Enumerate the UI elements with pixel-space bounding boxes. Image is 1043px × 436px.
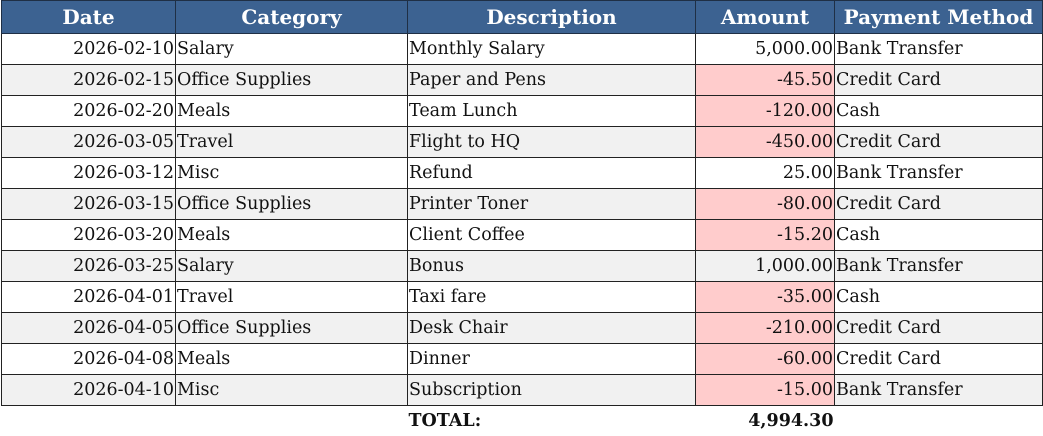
cell-category[interactable]: Meals: [176, 220, 408, 251]
cell-date[interactable]: 2026-04-08: [2, 344, 176, 375]
cell-payment-method[interactable]: Credit Card: [835, 313, 1043, 344]
cell-date[interactable]: 2026-04-05: [2, 313, 176, 344]
cell-category[interactable]: Office Supplies: [176, 65, 408, 96]
cell-date[interactable]: 2026-03-05: [2, 127, 176, 158]
cell-date[interactable]: 2026-02-20: [2, 96, 176, 127]
cell-date[interactable]: 2026-03-20: [2, 220, 176, 251]
table-row: [2, 127, 1043, 158]
cell-description[interactable]: Paper and Pens: [408, 65, 696, 96]
cell-description[interactable]: Dinner: [408, 344, 696, 375]
table-row: [2, 251, 1043, 282]
cell-amount[interactable]: -60.00: [696, 344, 835, 375]
cell-description[interactable]: Team Lunch: [408, 96, 696, 127]
cell-date[interactable]: 2026-02-15: [2, 65, 176, 96]
total-spacer: [2, 406, 176, 436]
cell-amount[interactable]: 5,000.00: [696, 34, 835, 65]
cell-payment-method[interactable]: Cash: [835, 220, 1043, 251]
cell-date[interactable]: 2026-03-12: [2, 158, 176, 189]
total-row: [2, 406, 1043, 436]
table-row: [2, 34, 1043, 65]
cell-category[interactable]: Salary: [176, 251, 408, 282]
header-row: [2, 1, 1043, 34]
cell-description[interactable]: Client Coffee: [408, 220, 696, 251]
cell-category[interactable]: Meals: [176, 344, 408, 375]
cell-payment-method[interactable]: Credit Card: [835, 189, 1043, 220]
cell-description[interactable]: Desk Chair: [408, 313, 696, 344]
cell-description[interactable]: Bonus: [408, 251, 696, 282]
cell-payment-method[interactable]: Credit Card: [835, 127, 1043, 158]
transactions-table: [1, 0, 1043, 436]
cell-category[interactable]: Salary: [176, 34, 408, 65]
cell-amount[interactable]: -210.00: [696, 313, 835, 344]
total-label: TOTAL:: [408, 406, 696, 436]
table-row: [2, 220, 1043, 251]
cell-payment-method[interactable]: Bank Transfer: [835, 34, 1043, 65]
cell-category[interactable]: Travel: [176, 282, 408, 313]
cell-amount[interactable]: -35.00: [696, 282, 835, 313]
cell-category[interactable]: Travel: [176, 127, 408, 158]
cell-amount[interactable]: -120.00: [696, 96, 835, 127]
cell-description[interactable]: Printer Toner: [408, 189, 696, 220]
cell-payment-method[interactable]: Bank Transfer: [835, 251, 1043, 282]
cell-date[interactable]: 2026-04-10: [2, 375, 176, 406]
cell-amount[interactable]: -15.00: [696, 375, 835, 406]
cell-payment-method[interactable]: Credit Card: [835, 344, 1043, 375]
table-row: [2, 65, 1043, 96]
table-body: [2, 34, 1043, 406]
column-header-payment-method[interactable]: Payment Method: [835, 1, 1043, 34]
table-row: [2, 189, 1043, 220]
cell-category[interactable]: Misc: [176, 158, 408, 189]
cell-date[interactable]: 2026-02-10: [2, 34, 176, 65]
column-header-amount[interactable]: Amount: [696, 1, 835, 34]
total-spacer: [835, 406, 1043, 436]
column-header-category[interactable]: Category: [176, 1, 408, 34]
cell-payment-method[interactable]: Bank Transfer: [835, 158, 1043, 189]
cell-payment-method[interactable]: Credit Card: [835, 65, 1043, 96]
cell-category[interactable]: Meals: [176, 96, 408, 127]
cell-amount[interactable]: -45.50: [696, 65, 835, 96]
table-row: [2, 375, 1043, 406]
table-row: [2, 344, 1043, 375]
cell-description[interactable]: Taxi fare: [408, 282, 696, 313]
cell-date[interactable]: 2026-03-15: [2, 189, 176, 220]
cell-description[interactable]: Refund: [408, 158, 696, 189]
cell-payment-method[interactable]: Cash: [835, 282, 1043, 313]
table-row: [2, 96, 1043, 127]
cell-amount[interactable]: -80.00: [696, 189, 835, 220]
cell-payment-method[interactable]: Bank Transfer: [835, 375, 1043, 406]
cell-amount[interactable]: 1,000.00: [696, 251, 835, 282]
cell-category[interactable]: Office Supplies: [176, 189, 408, 220]
cell-amount[interactable]: -15.20: [696, 220, 835, 251]
total-value: 4,994.30: [696, 406, 835, 436]
cell-amount[interactable]: 25.00: [696, 158, 835, 189]
column-header-date[interactable]: Date: [2, 1, 176, 34]
cell-description[interactable]: Monthly Salary: [408, 34, 696, 65]
cell-date[interactable]: 2026-04-01: [2, 282, 176, 313]
cell-description[interactable]: Subscription: [408, 375, 696, 406]
table-row: [2, 282, 1043, 313]
column-header-description[interactable]: Description: [408, 1, 696, 34]
cell-date[interactable]: 2026-03-25: [2, 251, 176, 282]
cell-category[interactable]: Misc: [176, 375, 408, 406]
cell-payment-method[interactable]: Cash: [835, 96, 1043, 127]
cell-category[interactable]: Office Supplies: [176, 313, 408, 344]
table-row: [2, 158, 1043, 189]
table-row: [2, 313, 1043, 344]
total-spacer: [176, 406, 408, 436]
cell-description[interactable]: Flight to HQ: [408, 127, 696, 158]
cell-amount[interactable]: -450.00: [696, 127, 835, 158]
